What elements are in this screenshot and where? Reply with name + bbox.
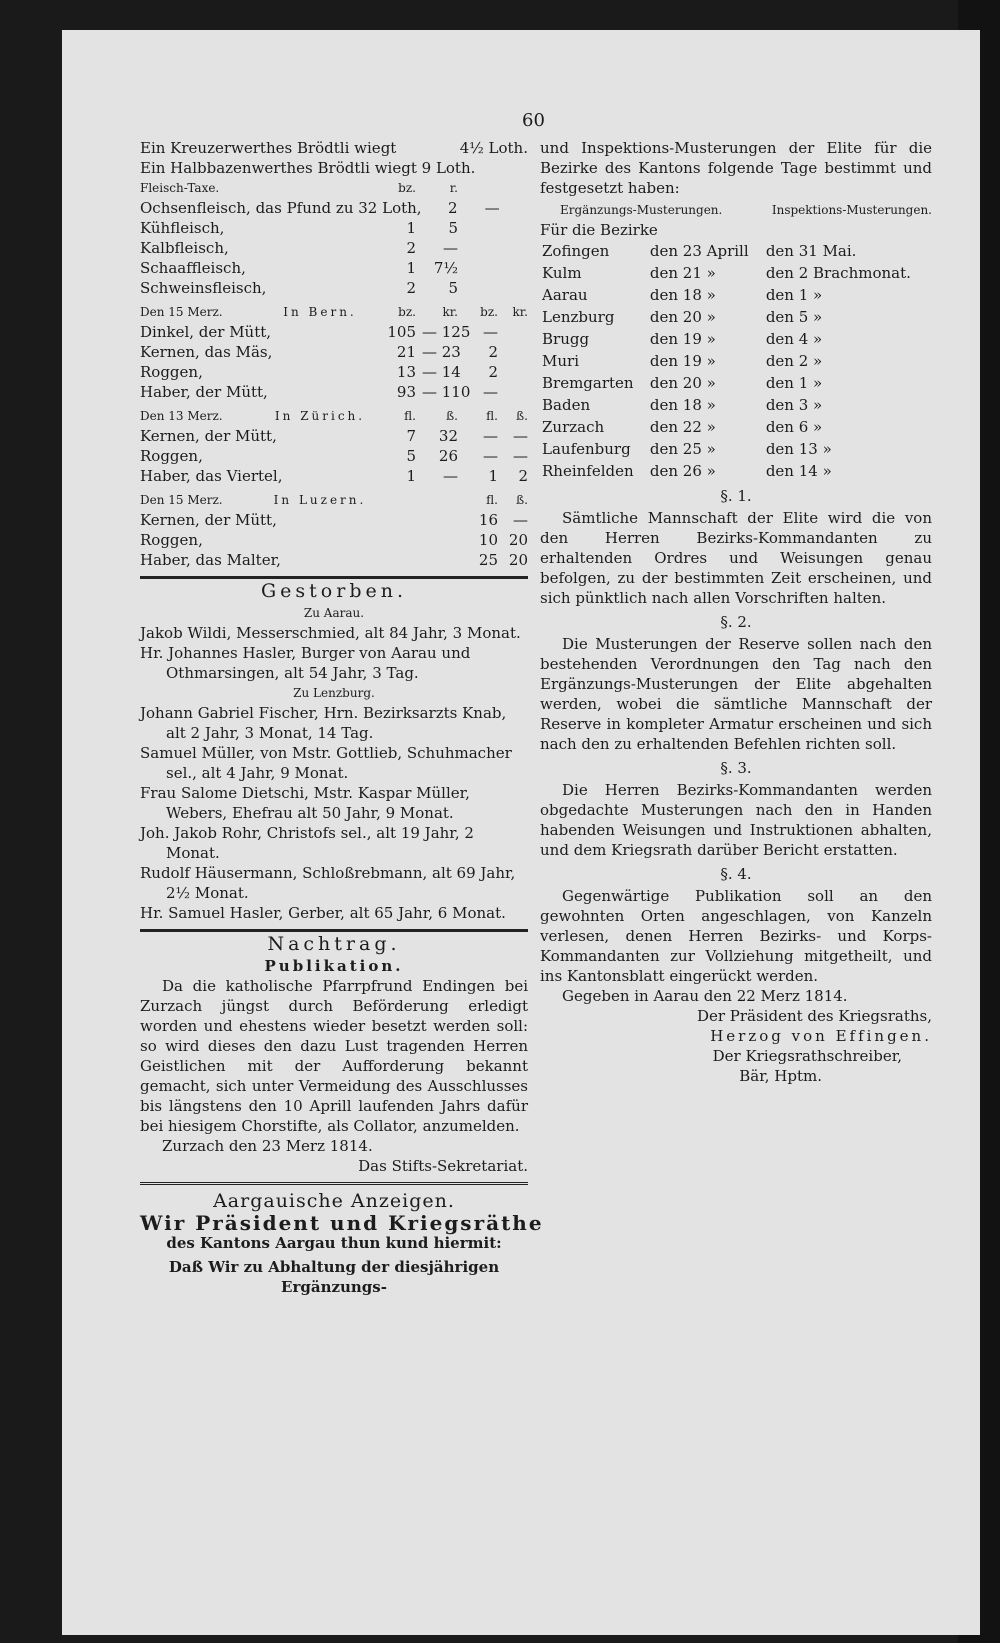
- section-number: §. 3.: [720, 759, 752, 777]
- price-value: 1: [406, 467, 416, 485]
- given-date: Gegeben in Aarau den 22 Merz 1814.: [562, 987, 848, 1005]
- price-value: — 110: [422, 383, 471, 401]
- death-entry: Johann Gabriel Fischer, Hrn. Bezirksarzts Knab, alt 2 Jahr, 3 Monat, 14 Tag.: [140, 704, 507, 742]
- price-value: [380, 510, 416, 530]
- paragraph-sections: [540, 486, 932, 986]
- meat-header: Fleisch-Taxe. bz. r.: [140, 181, 458, 195]
- table-cell: den 2 Brachmonat.: [765, 264, 911, 282]
- price-value: [506, 198, 540, 218]
- price-value: [504, 362, 528, 382]
- muster-intro: und Inspektions-Musterungen der Elite für die Bezirke des Kantons folgende Tage bestimmt und festgesetzt haben:: [540, 139, 932, 197]
- luzern-header: Den 15 Merz. In Luzern. fl. ß.: [140, 493, 528, 507]
- price-value: [422, 510, 458, 530]
- table-cell: Baden: [542, 396, 591, 414]
- price-row: Schweinsfleisch, 2 5: [140, 278, 528, 298]
- price-value: [464, 258, 498, 278]
- section-number: §. 2.: [720, 613, 752, 631]
- table-cell: den 21 »: [649, 264, 716, 282]
- table-cell: den 20 »: [649, 308, 716, 326]
- section-number: §. 4.: [720, 865, 752, 883]
- section-divider: [140, 576, 528, 579]
- bread-row-1: Ein Kreuzerwerthes Brödtli wiegt 4½ Loth.: [140, 139, 528, 157]
- price-value: [504, 238, 528, 258]
- price-value: — 125: [422, 323, 471, 341]
- death-entry: Joh. Jakob Rohr, Christofs sel., alt 19 Jahr, 2 Monat.: [140, 824, 474, 862]
- price-value: 2: [488, 363, 498, 381]
- price-value: [504, 382, 528, 402]
- price-value: [380, 550, 416, 570]
- section-text: Die Herren Bezirks-Kommandanten werden obgedachte Musterungen nach den in Handen habenden Weisungen und Instruktionen abhalten, und dem Kriegsrath darüber Bericht erstatten.: [540, 781, 932, 859]
- table-cell: den 14 »: [765, 462, 832, 480]
- table-cell: Bremgarten: [542, 374, 634, 392]
- price-value: 7½: [433, 259, 458, 277]
- price-value: [464, 278, 498, 298]
- section-number: §. 1.: [720, 487, 752, 505]
- table-row: [540, 262, 932, 284]
- aarau-death-list: [140, 623, 528, 683]
- table-cell: den 31 Mai.: [765, 242, 857, 260]
- price-value: —: [484, 199, 500, 217]
- table-cell: den 3 »: [765, 396, 823, 414]
- table-row: [540, 460, 932, 482]
- price-value: —: [483, 447, 498, 465]
- price-value: 26: [438, 447, 458, 465]
- table-cell: den 1 »: [765, 286, 823, 304]
- signature-secretary-name: Bär, Hptm.: [739, 1067, 822, 1085]
- section-divider: [140, 929, 528, 932]
- price-value: — 23: [422, 343, 461, 361]
- table-cell: den 6 »: [765, 418, 823, 436]
- table-cell: den 22 »: [649, 418, 716, 436]
- price-value: [464, 218, 498, 238]
- price-row: Roggen, 13 — 14 2: [140, 362, 528, 382]
- signature-president-title: Der Präsident des Kriegsraths,: [696, 1007, 932, 1025]
- price-value: 2: [406, 239, 416, 257]
- table-cell: den 25 »: [649, 440, 716, 458]
- price-value: —: [443, 239, 458, 257]
- table-cell: den 13 »: [765, 440, 832, 458]
- price-value: 5: [448, 279, 458, 297]
- price-row: Kühfleisch, 1 5: [140, 218, 528, 238]
- death-entry: Hr. Samuel Hasler, Gerber, alt 65 Jahr, 6 Monat.: [140, 904, 506, 922]
- zurich-header: Den 13 Merz. In Zürich. fl. ß. fl. ß.: [140, 409, 528, 423]
- table-cell: Zofingen: [542, 242, 610, 260]
- luzern-price-list: [140, 510, 528, 570]
- price-value: 2: [488, 343, 498, 361]
- price-row: Haber, das Viertel, 1 — 1 2: [140, 467, 528, 485]
- table-row: [540, 350, 932, 372]
- table-row: [540, 306, 932, 328]
- table-cell: Rheinfelden: [542, 462, 634, 480]
- price-value: 1: [406, 219, 416, 237]
- table-row: [540, 372, 932, 394]
- price-row: Kernen, der Mütt, 16 —: [140, 511, 528, 529]
- publikation-signature: Das Stifts-Sekretariat.: [358, 1157, 528, 1175]
- price-value: 105: [387, 323, 416, 341]
- table-cell: den 1 »: [765, 374, 823, 392]
- table-cell: Lenzburg: [542, 308, 615, 326]
- price-value: [422, 550, 458, 570]
- price-value: — 14: [422, 363, 461, 381]
- price-value: 20: [508, 551, 528, 569]
- table-cell: Kulm: [542, 264, 582, 282]
- anzeigen-heading: Aargauische Anzeigen.: [213, 1190, 455, 1212]
- section-divider: [140, 1182, 528, 1185]
- signature-president-name: Herzog von Effingen.: [710, 1027, 932, 1045]
- left-column: [140, 138, 544, 1297]
- price-value: 2: [406, 279, 416, 297]
- muster-column-headers: Ergänzungs-Musterungen. Inspektions-Musterungen.: [560, 203, 932, 217]
- price-row: Kernen, der Mütt, 7 32 — —: [140, 427, 528, 445]
- price-value: 2: [448, 199, 458, 217]
- table-cell: den 20 »: [649, 374, 716, 392]
- death-entry: Frau Salome Dietschi, Mstr. Kaspar Müller, Webers, Ehefrau alt 50 Jahr, 9 Monat.: [140, 784, 470, 822]
- deaths-heading: Gestorben.: [260, 580, 407, 602]
- price-value: 5: [406, 447, 416, 465]
- table-cell: Zurzach: [542, 418, 605, 436]
- price-value: —: [513, 447, 528, 465]
- aarau-subheading: Zu Aarau.: [303, 606, 365, 620]
- table-row: [540, 284, 932, 306]
- price-value: 7: [406, 427, 416, 445]
- table-cell: den 26 »: [649, 462, 716, 480]
- price-row: Dinkel, der Mütt, 105 — 125 —: [140, 322, 528, 342]
- death-entry: Rudolf Häusermann, Schloßrebmann, alt 69 Jahr, 2½ Monat.: [140, 864, 516, 902]
- death-entry: Samuel Müller, von Mstr. Gottlieb, Schuhmacher sel., alt 4 Jahr, 9 Monat.: [140, 744, 512, 782]
- price-row: Haber, das Malter, 25 20: [140, 551, 528, 569]
- table-cell: Aarau: [542, 286, 588, 304]
- price-value: 93: [396, 383, 416, 401]
- proclamation-title: Wir Präsident und Kriegsräthe: [140, 1211, 544, 1235]
- section-text: Sämtliche Mannschaft der Elite wird die von den Herren Bezirks-Kommandanten zu erhaltenden Ordres und Weisungen genau befolgen, zu der bestimmten Zeit erscheinen, und sich pünktlich nach allen Vorschriften halten.: [540, 509, 932, 607]
- table-cell: den 5 »: [765, 308, 823, 326]
- price-value: 25: [478, 551, 498, 569]
- table-cell: Brugg: [542, 330, 590, 348]
- zurich-price-list: [140, 426, 528, 486]
- price-value: —: [483, 383, 498, 401]
- price-row: Roggen, 10 20: [140, 531, 528, 549]
- publikation-body: Da die katholische Pfarrpfrund Endingen bei Zurzach jüngst durch Beförderung erledigt worden und ehestens wieder besetzt werden soll: so wird dieses den dazu Lust tragenden Herren Geistlichen mit der Aufforderung bekannt gemacht, sich unter Vermeidung des Ausschlusses bis längstens den 10 Aprill laufenden Jahrs dafür bei hiesigem Chorstifte, als Collator, anzumelden.: [140, 977, 528, 1135]
- lenzburg-death-list: [140, 703, 528, 923]
- table-row: [540, 394, 932, 416]
- table-cell: Laufenburg: [542, 440, 631, 458]
- price-row: Schaaffleisch, 1 7½: [140, 258, 528, 278]
- bern-price-list: [140, 322, 528, 402]
- table-cell: den 18 »: [649, 286, 716, 304]
- price-value: —: [483, 323, 498, 341]
- table-row: [540, 240, 932, 262]
- death-entry: Hr. Johannes Hasler, Burger von Aarau und Othmarsingen, alt 54 Jahr, 3 Tag.: [140, 644, 471, 682]
- price-value: [422, 530, 458, 550]
- bread-row-2: Ein Halbbazenwerthes Brödtli wiegt 9 Loth.: [140, 159, 476, 177]
- price-value: —: [513, 511, 528, 529]
- price-value: 2: [518, 467, 528, 485]
- publikation-heading: Publikation.: [264, 957, 404, 975]
- signature-secretary-title: Der Kriegsrathschreiber,: [712, 1047, 902, 1065]
- price-value: [504, 342, 528, 362]
- table-row: [540, 328, 932, 350]
- price-row: Ochsenfleisch, das Pfund zu 32 Loth, 2 —: [140, 198, 528, 218]
- price-row: Roggen, 5 26 — —: [140, 447, 528, 465]
- price-value: 5: [448, 219, 458, 237]
- table-cell: den 19 »: [649, 352, 716, 370]
- publikation-date: Zurzach den 23 Merz 1814.: [162, 1137, 373, 1155]
- price-row: Kalbfleisch, 2 —: [140, 238, 528, 258]
- price-value: —: [483, 427, 498, 445]
- muster-schedule-table: [540, 240, 932, 482]
- table-cell: den 4 »: [765, 330, 823, 348]
- price-value: [504, 278, 528, 298]
- price-value: 32: [438, 427, 458, 445]
- meat-price-list: [140, 198, 528, 298]
- nachtrag-heading: Nachtrag.: [267, 933, 401, 955]
- price-value: [380, 530, 416, 550]
- death-entry: Jakob Wildi, Messerschmied, alt 84 Jahr, 3 Monat.: [140, 624, 521, 642]
- section-text: Gegenwärtige Publikation soll an den gewohnten Orten angeschlagen, von Kanzeln verlesen, denen Herren Bezirks- und Korps-Kommandanten zur Vollziehung mitgetheilt, und ins Kantonsblatt eingerückt werden.: [540, 887, 932, 985]
- price-value: [504, 258, 528, 278]
- section-text: Die Musterungen der Reserve sollen nach den bestehenden Verordnungen den Tag nach den Ergänzungs-Musterungen der Elite abgehalten werden, wobei die sämtliche Mannschaft der Reserve in kompleter Armatur erscheinen und sich nach den zu erhaltenden Befehlen richten soll.: [540, 635, 932, 753]
- table-cell: den 2 »: [765, 352, 823, 370]
- price-value: 16: [478, 511, 498, 529]
- price-row: Haber, der Mütt, 93 — 110 —: [140, 382, 528, 402]
- proclamation-subtitle: des Kantons Aargau thun kund hiermit:: [166, 1234, 502, 1252]
- lenzburg-subheading: Zu Lenzburg.: [293, 686, 375, 700]
- price-value: [504, 218, 528, 238]
- price-value: 1: [488, 467, 498, 485]
- price-value: 10: [478, 531, 498, 549]
- table-row: [540, 416, 932, 438]
- table-row: [540, 438, 932, 460]
- price-value: —: [513, 427, 528, 445]
- table-cell: den 18 »: [649, 396, 716, 414]
- price-value: 20: [508, 531, 528, 549]
- price-value: [504, 322, 528, 342]
- price-value: [464, 238, 498, 258]
- table-cell: den 19 »: [649, 330, 716, 348]
- table-cell: den 23 Aprill: [649, 242, 749, 260]
- price-value: 21: [396, 343, 416, 361]
- page-number: 60: [522, 110, 545, 131]
- muster-bezirke-label: Für die Bezirke: [540, 221, 658, 239]
- proclamation-start: Daß Wir zu Abhaltung der diesjährigen Ergänzungs-: [168, 1258, 500, 1296]
- price-value: 1: [406, 259, 416, 277]
- price-value: 13: [396, 363, 416, 381]
- right-column: [540, 138, 932, 1086]
- price-row: Kernen, das Mäs, 21 — 23 2: [140, 342, 528, 362]
- price-value: —: [443, 467, 458, 485]
- bern-header: Den 15 Merz. In Bern. bz. kr. bz. kr.: [140, 305, 528, 319]
- table-cell: Muri: [542, 352, 579, 370]
